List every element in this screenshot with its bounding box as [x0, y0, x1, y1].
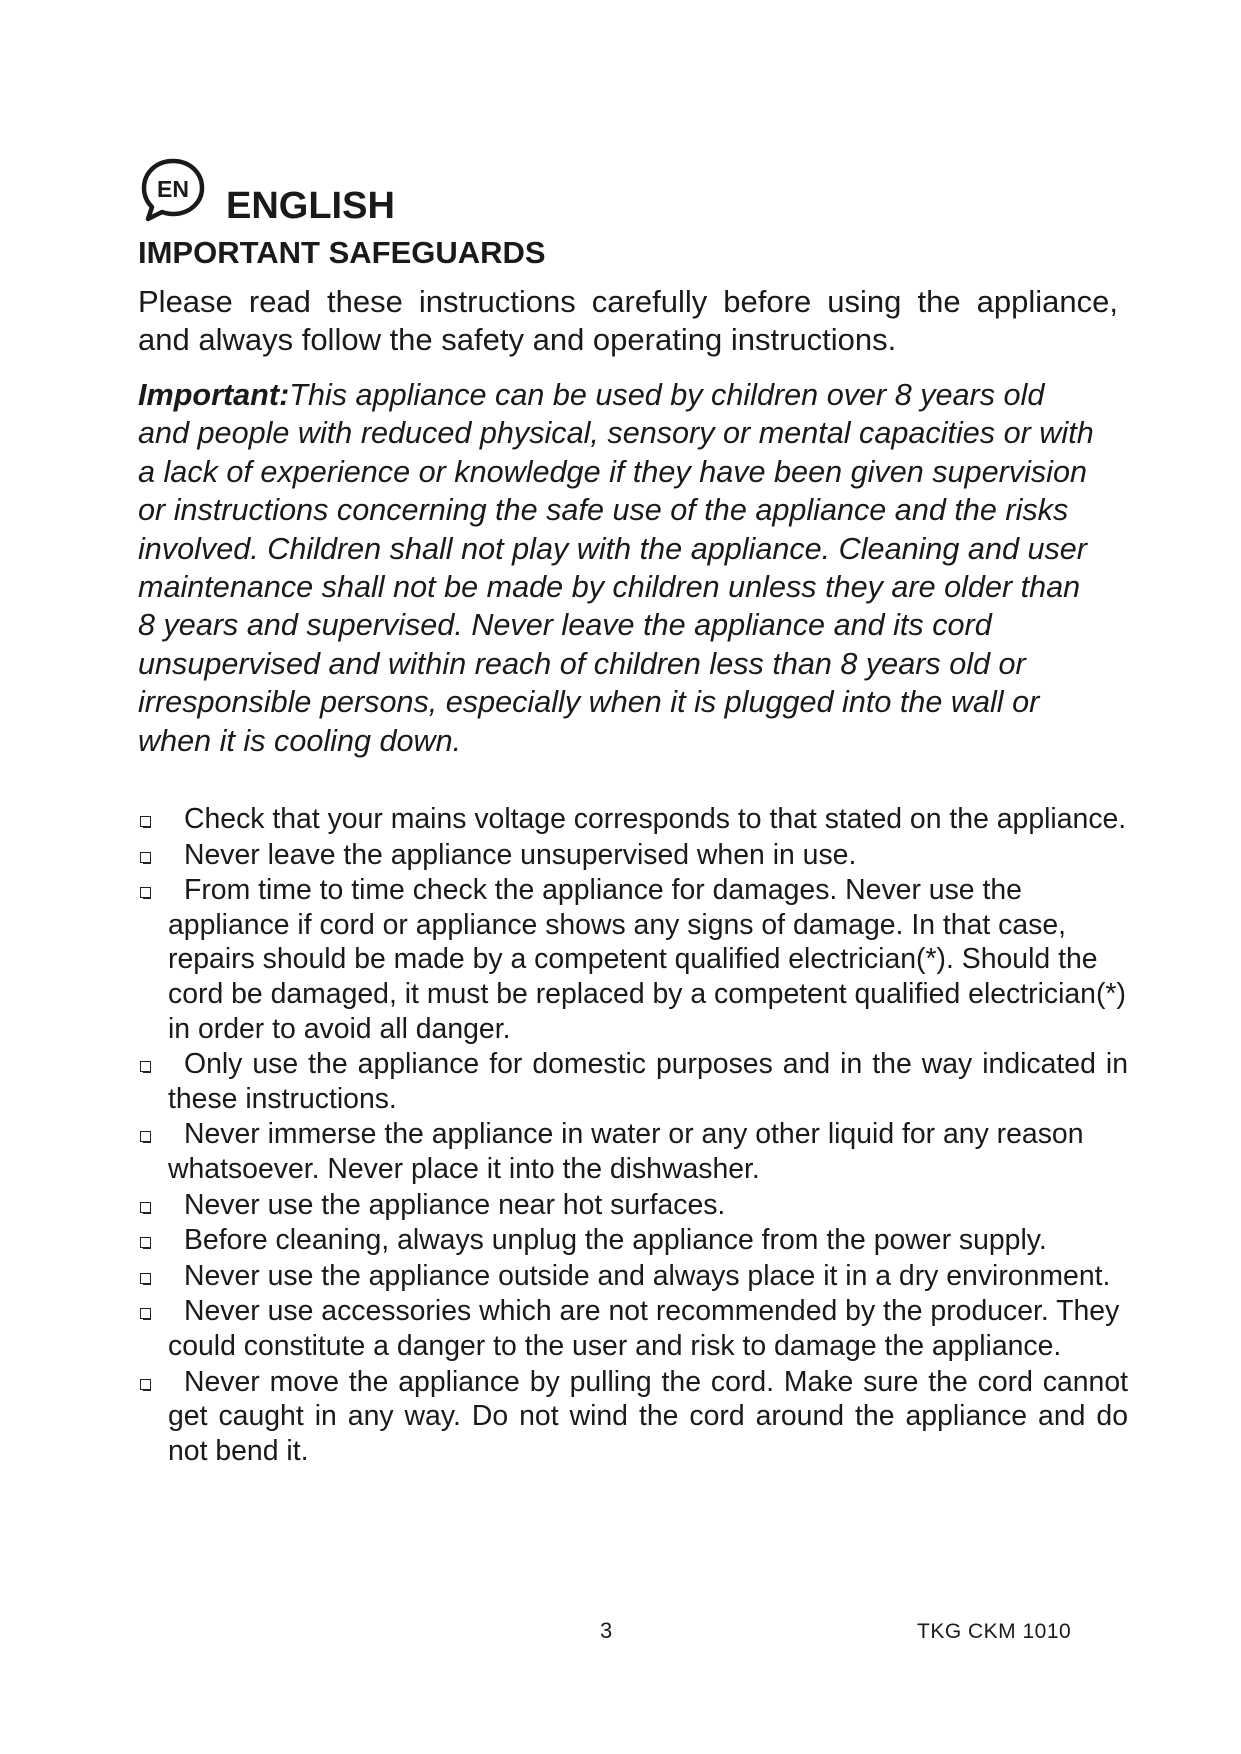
checkbox-bullet-icon — [140, 852, 151, 863]
list-item-text: Never use the appliance near hot surfaces. — [184, 1188, 726, 1221]
list-item — [138, 1188, 1128, 1223]
list-item-text: From time to time check the appliance for damages. Never use the appliance if cord or appliance shows any signs of damage. In that case, repairs should be made by a competent qualified electrician(*). Should the cord be damaged, it must be replaced by a competent qualified electrician(*) in order to avoid all danger. — [168, 874, 1126, 1045]
checkbox-bullet-icon — [140, 1237, 151, 1248]
intro-paragraph: Please read these instructions carefully before using the appliance, and always follow the safety and operating instructions. — [138, 284, 1118, 357]
list-item — [138, 1117, 1128, 1186]
list-item — [138, 1259, 1128, 1294]
list-item — [138, 1365, 1128, 1469]
checkbox-bullet-icon — [140, 1379, 151, 1390]
checkbox-bullet-icon — [140, 887, 151, 898]
list-item — [138, 873, 1128, 1046]
list-item-text: Never use the appliance outside and always place it in a dry environment. — [184, 1259, 1111, 1292]
list-item-text: Check that your mains voltage corresponds to that stated on the appliance. — [184, 803, 1127, 835]
list-item-text: Never leave the appliance unsupervised when in use. — [184, 838, 857, 871]
important-text: This appliance can be used by children over 8 years old and people with reduced physical, sensory or mental capacities or with a lack of experience or knowledge if they have been given supervision or instructions concerning the safe use of the appliance and the risks involved. Children shall not play with the appliance. Cleaning and user maintenance shall not be made by children unless they are older than 8 years and supervised. Never leave the appliance and its cord unsupervised and within reach of children less than 8 years old or irresponsible persons, especially when it is plugged into the wall or when it is cooling down. — [138, 378, 1094, 758]
language-speech-bubble-icon — [138, 155, 208, 225]
important-label: Important: — [138, 378, 290, 412]
checkbox-bullet-icon — [140, 816, 151, 827]
checkbox-bullet-icon — [140, 1061, 151, 1072]
list-item — [138, 1223, 1128, 1258]
language-code-text: EN — [157, 176, 189, 202]
language-title: ENGLISH — [226, 185, 395, 227]
checkbox-bullet-icon — [140, 1273, 151, 1284]
list-item-text: Never use accessories which are not recommended by the producer. They could constitute a danger to the user and risk to damage the appliance. — [168, 1295, 1120, 1362]
important-notice — [138, 376, 1098, 760]
checkbox-bullet-icon — [140, 1131, 151, 1142]
list-item — [138, 1294, 1128, 1363]
section-title: IMPORTANT SAFEGUARDS — [138, 235, 546, 270]
language-header — [138, 155, 395, 225]
page-number: 3 — [600, 1618, 613, 1643]
model-number: TKG CKM 1010 — [917, 1620, 1072, 1643]
list-item — [138, 1047, 1128, 1116]
list-item — [138, 838, 1128, 873]
list-item-text: Before cleaning, always unplug the appliance from the power supply. — [184, 1224, 1047, 1257]
list-item-text: Only use the appliance for domestic purposes and in the way indicated in these instructions. — [168, 1048, 1128, 1115]
checkbox-bullet-icon — [140, 1308, 151, 1319]
list-item — [138, 802, 1128, 837]
safeguard-list — [138, 802, 1128, 1469]
checkbox-bullet-icon — [140, 1202, 151, 1213]
list-item-text: Never immerse the appliance in water or any other liquid for any reason whatsoever. Never place it into the dishwasher. — [168, 1118, 1084, 1185]
list-item-text: Never move the appliance by pulling the cord. Make sure the cord cannot get caught in any way. Do not wind the cord around the appliance and do not bend it. — [168, 1365, 1128, 1467]
